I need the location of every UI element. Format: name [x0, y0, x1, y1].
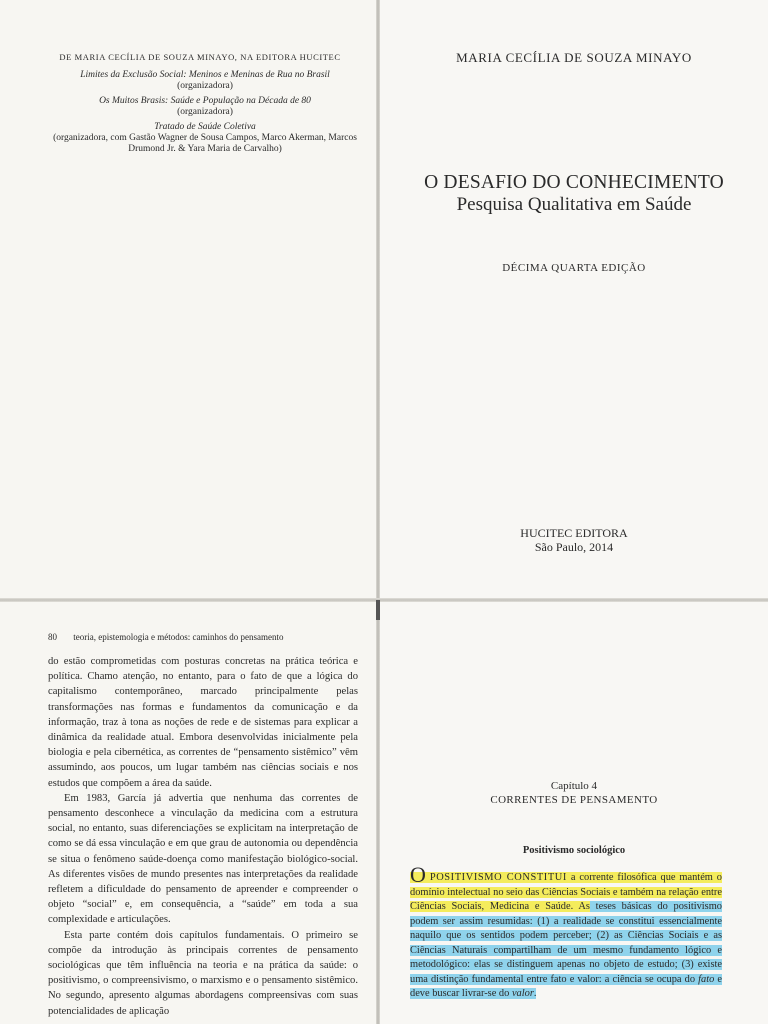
drop-cap: O: [410, 862, 426, 887]
work-note: (organizadora, com Gastão Wagner de Sousa Campos, Marco Akerman, Marcos Drumond Jr. & Yara Maria de Carvalho): [53, 133, 357, 154]
chapter-number: Capítulo 4: [550, 780, 598, 792]
blue-text: teses básicas do positivismo podem ser assim resumidas: (1) a realidade se constitui essencialmente naquilo que os sentidos podem perceber; (2) as Ciências Sociais e as Ciências Naturais compartilham de um mesmo fundamento lógico e metodológico: elas se distinguem apenas no objeto de estudo; (3) existe uma distinção fundamental entre fato e valor: a ciência se ocupa do: [410, 901, 723, 985]
lead-in: POSITIVISMO CONSTITUI: [429, 872, 567, 883]
page-chapter-4: [380, 602, 768, 1024]
book-subtitle: Pesquisa Qualitativa em Saúde: [456, 194, 692, 215]
paragraph: Esta parte contém dois capítulos fundamentais. O primeiro se compõe da introdução às principais correntes de pensamento sociológicas que têm influência na teoria e na prática da saúde: o positivismo, o compreensivismo, o marxismo e o pensamento sistêmico. No segundo, apresento algumas abordagens compreensivas com suas potencialidades de aplicação: [48, 929, 358, 1017]
work-item: [40, 70, 370, 92]
work-note: (organizadora): [177, 81, 233, 91]
page-80: [0, 602, 376, 1024]
section-title: Positivismo sociológico: [522, 845, 626, 856]
highlighted-paragraph: [410, 862, 723, 1002]
blue-text-2: e deve buscar livrar-se do: [410, 973, 722, 999]
word-fato: fato: [698, 973, 715, 985]
book-title: O DESAFIO DO CONHECIMENTO: [424, 172, 724, 193]
publisher-place-year: São Paulo, 2014: [534, 540, 614, 554]
book-author: MARIA CECÍLIA DE SOUZA MINAYO: [456, 50, 692, 65]
page-number: 80: [48, 632, 57, 642]
works-list: [40, 70, 370, 159]
blue-end: .: [533, 988, 537, 999]
paragraph: Em 1983, García já advertia que nenhuma das correntes de pensamento desconhece a vinculação da medicina com a estrutura social, no entanto, suas diferenciações se explicitam na interpretação de como se dá essa vinculação e em que grau de autonomia ou dependência se situa o fenômeno saúde-doença como manifestação biológico-social. As diferentes visões de mundo presentes nas interpretações da realidade refletem a dificuldade do pensamento de apreender e compreender o objeto “social” e, em consequência, a “saúde” em toda a sua complexidade e articulações.: [48, 792, 358, 926]
work-note: (organizadora): [177, 107, 233, 117]
other-works-header: DE MARIA CECÍLIA DE SOUZA MINAYO, NA EDITORA HUCITEC: [59, 52, 341, 62]
publisher-name: HUCITEC EDITORA: [520, 526, 628, 540]
work-item: [40, 96, 370, 118]
paragraph: do estão comprometidas com posturas concretas na prática teórica e política. Chamo atenção, no entanto, para o fato de que a lógica do capitalismo contemporâneo, marcado principalmente pelas transformações nas formas e fundamentos da comunicação e da informação, traz à tona as noções de rede e de sistemas para explicar a dinâmica da realidade atual. Embora desenvolvidas inicialmente pela biologia e pela cibernética, as correntes de “pensamento sistêmico” vêm assumindo, aos poucos, um lugar também nas ciências sociais e nos estudos que compõem a área da saúde.: [48, 656, 358, 789]
work-title: Os Muitos Brasis: Saúde e População na Década de 80: [99, 96, 311, 106]
yellow-text: a corrente filosófica que mantém o domínio intelectual no seio das Ciências Sociais e também na relação entre Ciências Sociais, Medicina e Saúde. As: [410, 872, 722, 912]
publisher-block: [380, 526, 768, 554]
page-title-page: [380, 0, 768, 598]
body-text: [48, 654, 358, 1019]
work-title: Tratado de Saúde Coletiva: [154, 122, 256, 132]
running-head: [48, 632, 368, 642]
chapter-title: CORRENTES DE PENSAMENTO: [490, 794, 658, 806]
blue-highlight: [410, 901, 722, 999]
running-head-text: teoria, epistemologia e métodos: caminhos do pensamento: [73, 632, 284, 642]
word-valor: valor: [511, 988, 534, 999]
page-other-works: [0, 0, 376, 598]
book-edition: DÉCIMA QUARTA EDIÇÃO: [502, 262, 646, 274]
work-item: [40, 122, 370, 155]
work-title: Limites da Exclusão Social: Meninos e Meninas de Rua no Brasil: [80, 70, 330, 80]
